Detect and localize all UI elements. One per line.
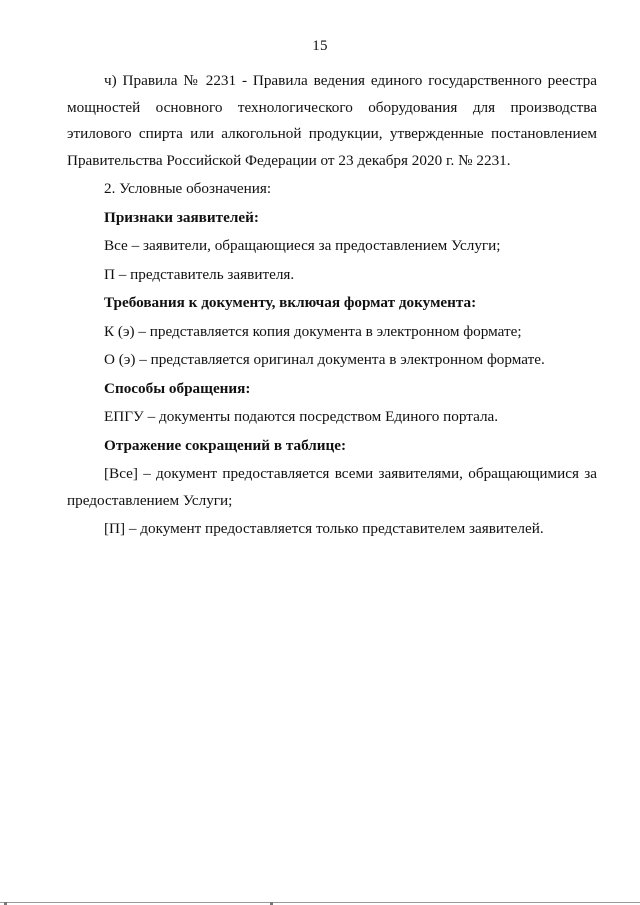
requirements-heading: Требования к документу, включая формат документа: — [104, 294, 477, 311]
page-number: 15 — [312, 38, 328, 54]
abbreviation-representative: [П] – документ предоставляется только представителем заявителей. — [104, 520, 544, 537]
page-body — [67, 68, 597, 543]
method-epgu: ЕПГУ – документы подаются посредством Единого портала. — [104, 408, 499, 425]
abbreviation-all-line-1: [Все] – документ предоставляется всеми заявителями, обращающимися за — [104, 465, 597, 482]
item-ch-line-3: этилового спирта или алкогольной продукции, утвержденные постановлением — [67, 125, 597, 142]
scan-edge-line — [0, 902, 640, 903]
section-2-title: 2. Условные обозначения: — [104, 180, 272, 197]
methods-heading: Способы обращения: — [104, 379, 251, 397]
applicants-representative: П – представитель заявителя. — [104, 265, 295, 283]
requirement-original: О (э) – представляется оригинал документа в электронном формате. — [104, 351, 545, 368]
item-ch-line-1: ч) Правила № 2231 - Правила ведения единого государственного реестра — [104, 72, 597, 89]
applicants-all: Все – заявители, обращающиеся за предоставлением Услуги; — [104, 237, 501, 254]
item-ch-line-2: мощностей основного технологического оборудования для производства — [67, 98, 597, 116]
abbreviations-heading: Отражение сокращений в таблице: — [104, 436, 347, 454]
applicants-heading: Признаки заявителей: — [104, 208, 259, 226]
abbreviation-all-line-2: предоставлением Услуги; — [67, 491, 233, 509]
requirement-copy: К (э) – представляется копия документа в электронном формате; — [104, 322, 522, 340]
item-ch-line-4: Правительства Российской Федерации от 23 декабря 2020 г. № 2231. — [67, 151, 511, 169]
